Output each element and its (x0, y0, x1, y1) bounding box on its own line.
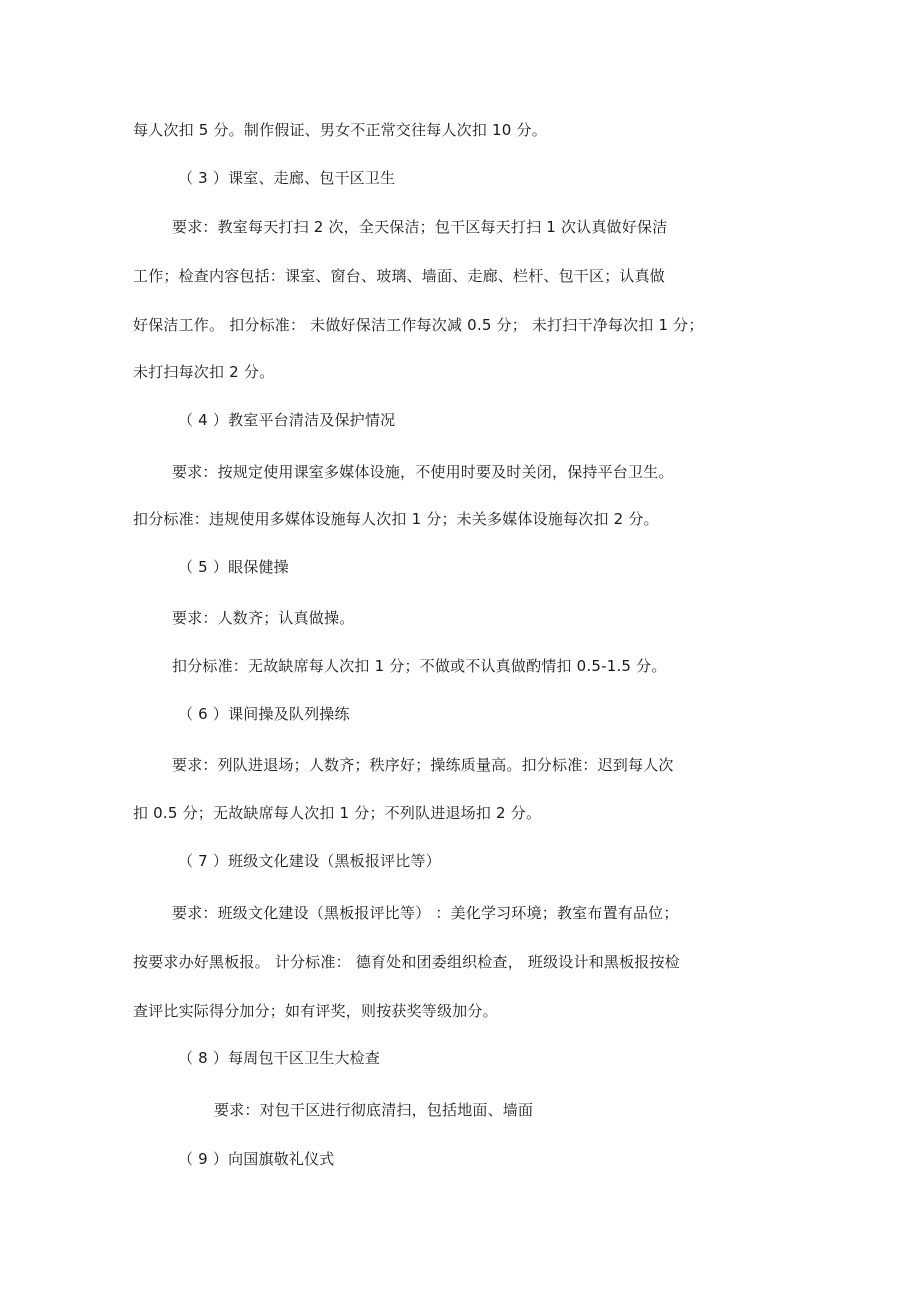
text-line: 扣分标准：违规使用多媒体设施每人次扣 1 分；未关多媒体设施每次扣 2 分。 (133, 510, 659, 528)
text-line: 按要求办好黑板报。 计分标准： 德育处和团委组织检查， 班级设计和黑板报按检 (133, 953, 680, 971)
section-heading: （ 9 ）向国旗敬礼仪式 (178, 1150, 335, 1168)
text-line: 要求：班级文化建设（黑板报评比等） ：美化学习环境；教室布置有品位； (172, 904, 679, 922)
text-line: 好保洁工作。 扣分标准： 未做好保洁工作每次减 0.5 分； 未打扫干净每次扣 1 分； (133, 316, 704, 334)
text-line: 要求：按规定使用课室多媒体设施，不使用时要及时关闭，保持平台卫生。 (172, 463, 674, 481)
text-line: 工作；检查内容包括：课室、窗台、玻璃、墙面、走廊、栏杆、包干区；认真做 (133, 267, 666, 285)
section-heading: （ 8 ）每周包干区卫生大检查 (178, 1049, 381, 1067)
text-line: 扣分标准：无故缺席每人次扣 1 分；不做或不认真做酌情扣 0.5-1.5 分。 (172, 657, 667, 675)
text-line: 要求：列队进退场；人数齐；秩序好；操练质量高。扣分标准：迟到每人次 (172, 756, 674, 774)
section-heading: （ 5 ）眼保健操 (178, 558, 289, 576)
text-line: 每人次扣 5 分。制作假证、男女不正常交往每人次扣 10 分。 (133, 121, 547, 139)
text-line: 查评比实际得分加分；如有评奖，则按获奖等级加分。 (133, 1002, 498, 1020)
section-heading: （ 3 ）课室、走廊、包干区卫生 (178, 169, 396, 187)
text-line: 要求：对包干区进行彻底清扫，包括地面、墙面 (214, 1101, 534, 1119)
text-line: 要求：教室每天打扫 2 次，全天保洁；包干区每天打扫 1 次认真做好保洁 (172, 218, 668, 236)
section-heading: （ 4 ）教室平台清洁及保护情况 (178, 411, 396, 429)
section-heading: （ 6 ）课间操及队列操练 (178, 705, 350, 723)
text-line: 未打扫每次扣 2 分。 (133, 363, 275, 381)
text-line: 要求：人数齐；认真做操。 (172, 609, 355, 627)
text-line: 扣 0.5 分；无故缺席每人次扣 1 分；不列队进退场扣 2 分。 (133, 804, 542, 822)
section-heading: （ 7 ）班级文化建设（黑板报评比等） (178, 852, 441, 870)
